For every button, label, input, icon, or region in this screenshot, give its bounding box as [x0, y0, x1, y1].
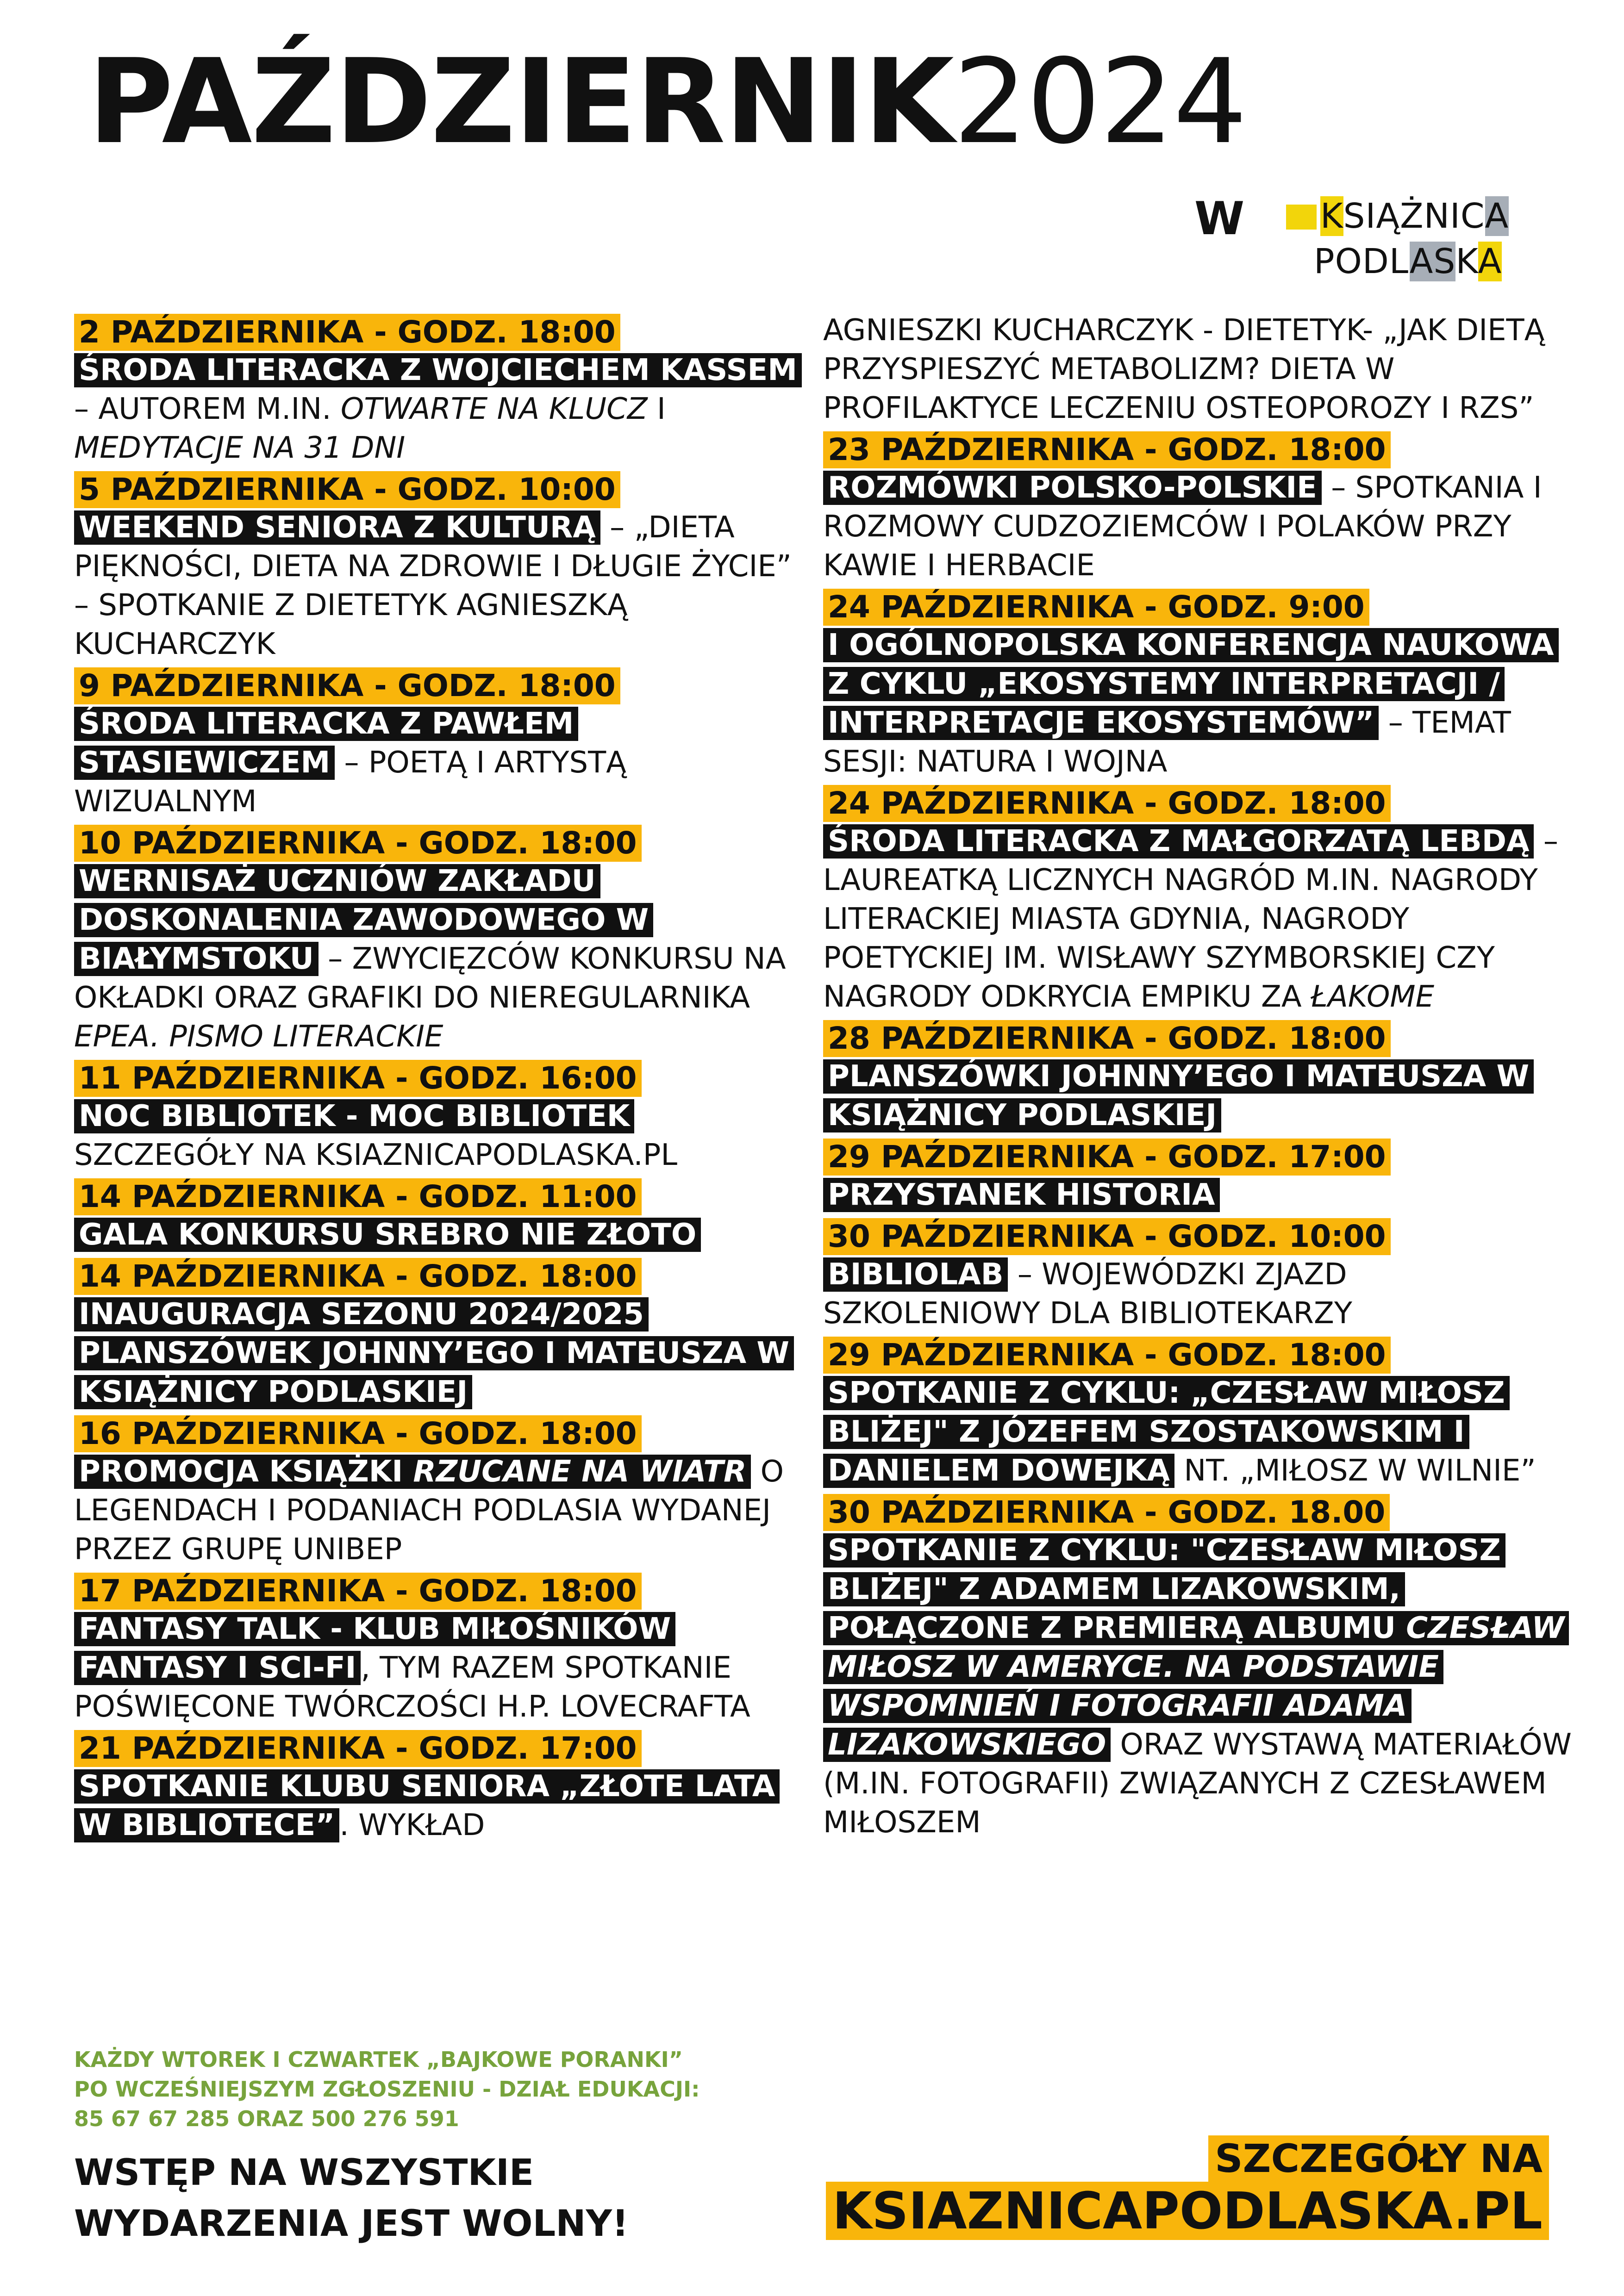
event-date: 9 PAŹDZIERNIKA - GODZ. 18:00: [74, 667, 620, 704]
event-title-text: PROMOCJA KSIĄŻKI: [79, 1455, 413, 1489]
event-date: 14 PAŹDZIERNIKA - GODZ. 18:00: [74, 1258, 642, 1295]
event-title: ŚRODA LITERACKA Z WOJCIECHEM KASSEM: [74, 353, 802, 387]
event-text: – „DIETA PIĘKNOŚCI, DIETA NA ZDROWIE I DŁUGIE ŻYCIE” – SPOTKANIE Z DIETETYK AGNIESZKĄ KUCHARCZYK: [74, 510, 792, 661]
event-date: 10 PAŹDZIERNIKA - GODZ. 18:00: [74, 825, 642, 862]
event-text: O LEGENDACH I PODANIACH PODLASIA WYDANEJ PRZEZ GRUPĘ UNIBEP: [74, 1455, 784, 1567]
event-item: [823, 1218, 1573, 1333]
event-date: 16 PAŹDZIERNIKA - GODZ. 18:00: [74, 1415, 642, 1452]
event-title: PRZYSTANEK HISTORIA: [823, 1178, 1220, 1212]
logo-text: SIĄŻNIC: [1343, 196, 1485, 236]
event-description: [823, 1374, 1573, 1490]
event-description: [74, 704, 815, 821]
event-text: – WOJEWÓDZKI ZJAZD SZKOLENIOWY DLA BIBLIOTEKARZY: [823, 1257, 1352, 1331]
logo-line-1: [1286, 196, 1509, 236]
event-title: FANTASY TALK - KLUB MIŁOŚNIKÓW FANTASY I SCI-FI: [74, 1612, 675, 1685]
event-date: 24 PAŹDZIERNIKA - GODZ. 9:00: [823, 589, 1369, 626]
event-date: 21 PAŹDZIERNIKA - GODZ. 17:00: [74, 1730, 642, 1767]
event-description: [823, 1531, 1573, 1842]
event-text: – SPOTKANIA I ROZMOWY CUDZOZIEMCÓW I POLAKÓW PRZY KAWIE I HERBACIE: [823, 471, 1542, 583]
title-month: PAŹDZIERNIK: [88, 34, 954, 170]
event-date: 30 PAŹDZIERNIKA - GODZ. 10:00: [823, 1218, 1391, 1255]
free-entry-line-1: WSTĘP NA WSZYSTKIE: [74, 2152, 534, 2194]
event-title: ŚRODA LITERACKA Z MAŁGORZATĄ LEBDĄ: [823, 824, 1534, 859]
event-text: – POETĄ I ARTYSTĄ WIZUALNYM: [74, 746, 626, 819]
event-title: WERNISAŻ UCZNIÓW ZAKŁADU DOSKONALENIA ZAWODOWEGO W BIAŁYMSTOKU: [74, 864, 653, 976]
event-title: [74, 1455, 751, 1489]
event-italic-text: EPEA. PISMO LITERACKIE: [74, 1020, 443, 1054]
event-text: – TEMAT SESJI: NATURA I WOJNA: [823, 706, 1511, 779]
event-description: [74, 1767, 815, 1845]
logo-k: K: [1320, 196, 1343, 236]
education-note: [74, 2045, 815, 2134]
event-date: 5 PAŹDZIERNIKA - GODZ. 10:00: [74, 471, 620, 508]
event-item: [823, 589, 1573, 781]
logo-a2: A: [1478, 242, 1502, 281]
event-title-text: SPOTKANIE Z CYKLU: "CZESŁAW MIŁOSZ BLIŻEJ" Z ADAMEM LIZAKOWSKIM, POŁĄCZONE Z PREMIERĄ ALBUMU: [828, 1533, 1501, 1645]
event-item: [74, 471, 815, 664]
event-description: [74, 1215, 815, 1254]
right-column: [823, 314, 1573, 1846]
event-text: SZCZEGÓŁY NA KSIAZNICAPODLASKA.PL: [74, 1138, 677, 1172]
event-description: [823, 1176, 1573, 1214]
event-title: SPOTKANIE Z CYKLU: „CZESŁAW MIŁOSZ BLIŻEJ" Z JÓZEFEM SZOSTAKOWSKIM I DANIELEM DOWEJKĄ: [823, 1376, 1510, 1488]
event-date: 14 PAŹDZIERNIKA - GODZ. 11:00: [74, 1178, 642, 1215]
event-item: [74, 825, 815, 1056]
event-italic-text: MEDYTACJE NA 31 DNI: [74, 431, 406, 465]
event-description: [823, 1057, 1573, 1135]
logo-w: W: [1194, 193, 1245, 245]
event-date: 29 PAŹDZIERNIKA - GODZ. 18:00: [823, 1337, 1391, 1374]
event-title: NOC BIBLIOTEK - MOC BIBLIOTEK: [74, 1099, 634, 1133]
event-text: I: [647, 392, 666, 426]
event-item: [823, 1337, 1573, 1490]
event-date: 23 PAŹDZIERNIKA - GODZ. 18:00: [823, 431, 1391, 468]
event-description: [74, 351, 815, 467]
event-title: SPOTKANIE KLUBU SENIORA „ZŁOTE LATA W BIBLIOTECE”: [74, 1769, 780, 1842]
event-title: I OGÓLNOPOLSKA KONFERENCJA NAUKOWA Z CYKLU „EKOSYSTEMY INTERPRETACJI / INTERPRETACJE EKOSYSTEMÓW”: [823, 628, 1559, 740]
event-date: 30 PAŹDZIERNIKA - GODZ. 18.00: [823, 1494, 1390, 1531]
event-description: [823, 468, 1573, 585]
logo-text-2: PODL: [1314, 242, 1410, 281]
library-logo: [1194, 190, 1546, 292]
free-entry-note: [74, 2147, 815, 2249]
event-title: ŚRODA LITERACKA Z PAWŁEM STASIEWICZEM: [74, 707, 578, 780]
event-date: 11 PAŹDZIERNIKA - GODZ. 16:00: [74, 1060, 642, 1097]
event-item: [74, 667, 815, 821]
event-description: [74, 1452, 815, 1569]
event-title: WEEKEND SENIORA Z KULTURĄ: [74, 510, 600, 545]
website-link[interactable]: KSIAZNICAPODLASKA.PL: [826, 2182, 1549, 2240]
logo-a: A: [1485, 196, 1509, 236]
event-text: – ZWYCIĘZCÓW KONKURSU NA OKŁADKI ORAZ GRAFIKI DO NIEREGULARNIKA: [74, 942, 786, 1015]
title-year: 2024: [953, 34, 1247, 170]
event-description: [823, 1255, 1573, 1333]
event-item: [74, 1730, 815, 1845]
event-text: . WYKŁAD: [339, 1808, 485, 1842]
logo-line-2: [1314, 242, 1502, 281]
details-box: [826, 2135, 1549, 2240]
event-title: ROZMÓWKI POLSKO-POLSKIE: [823, 471, 1322, 505]
event-description: [74, 1097, 815, 1175]
event-date: 17 PAŹDZIERNIKA - GODZ. 18:00: [74, 1573, 642, 1610]
event-item: [74, 1258, 815, 1412]
event-italic-text: ŁAKOME: [1311, 980, 1435, 1014]
event-text: ORAZ WYSTAWĄ MATERIAŁÓW (M.IN. FOTOGRAFII) ZWIĄZANYCH Z CZESŁAWEM MIŁOSZEM: [823, 1728, 1572, 1840]
event-date: 29 PAŹDZIERNIKA - GODZ. 17:00: [823, 1139, 1391, 1176]
event-title: PLANSZÓWKI JOHNNY’EGO I MATEUSZA W KSIĄŻNICY PODLASKIEJ: [823, 1059, 1534, 1132]
note-line-2: PO WCZEŚNIEJSZYM ZGŁOSZENIU - DZIAŁ EDUKACJI:: [74, 2077, 700, 2102]
event-item: [74, 1415, 815, 1569]
event-description: [823, 626, 1573, 781]
event-item: [823, 1020, 1573, 1135]
event-item: [823, 1494, 1573, 1842]
event-title: INAUGURACJA SEZONU 2024/2025 PLANSZÓWEK JOHNNY’EGO I MATEUSZA W KSIĄŻNICY PODLASKIEJ: [74, 1297, 794, 1409]
event-item: [74, 1178, 815, 1254]
event-item: [823, 1139, 1573, 1214]
left-column: [74, 314, 815, 1848]
event-item: [74, 314, 815, 467]
event-text: NT. „MIŁOSZ W WILNIE”: [1174, 1454, 1536, 1488]
event-description: [74, 862, 815, 1056]
event-item: [74, 1060, 815, 1175]
event-italic-text: OTWARTE NA KLUCZ: [340, 392, 648, 426]
event-title: GALA KONKURSU SREBRO NIE ZŁOTO: [74, 1218, 701, 1252]
logo-k2: K: [1455, 242, 1478, 281]
logo-as: AS: [1409, 242, 1456, 281]
event-text: – LAUREATKĄ LICZNYCH NAGRÓD M.IN. NAGRODY LITERACKIEJ MIASTA GDYNIA, NAGRODY POETYCKIEJ IM. WISŁAWY SZYMBORSKIEJ CZY NAGRODY ODKRYCIA EMPIKU ZA: [823, 824, 1558, 1014]
event-description: [823, 822, 1573, 1016]
note-line-1: KAŻDY WTOREK I CZWARTEK „BAJKOWE PORANKI”: [74, 2047, 683, 2072]
event-title: BIBLIOLAB: [823, 1257, 1008, 1292]
event-description: [74, 508, 815, 664]
details-label: SZCZEGÓŁY NA: [1208, 2135, 1549, 2182]
note-phone-numbers: 85 67 67 285 ORAZ 500 276 591: [74, 2106, 459, 2131]
event-item: [823, 785, 1573, 1016]
event-title-italic: CZESŁAW MIŁOSZ W AMERYCE. NA PODSTAWIE WSPOMNIEŃ I FOTOGRAFII ADAMA LIZAKOWSKIEGO: [828, 1611, 1565, 1762]
event-item: [74, 1573, 815, 1726]
event-text: , TYM RAZEM SPOTKANIE POŚWIĘCONE TWÓRCZOŚCI H.P. LOVECRAFTA: [74, 1651, 750, 1724]
event-title-italic: RZUCANE NA WIATR: [413, 1455, 747, 1489]
event-date: 2 PAŹDZIERNIKA - GODZ. 18:00: [74, 314, 620, 351]
free-entry-line-2: WYDARZENIA JEST WOLNY!: [74, 2203, 629, 2245]
event-text: – AUTOREM M.IN.: [74, 392, 341, 426]
event-item: [823, 431, 1573, 585]
event-continuation: AGNIESZKI KUCHARCZYK - DIETETYK- „JAK DIETĄ PRZYSPIESZYĆ METABOLIZM? DIETA W PROFILAKTYCE LECZENIU OSTEOPOROZY I RZS”: [823, 313, 1545, 425]
event-date: 28 PAŹDZIERNIKA - GODZ. 18:00: [823, 1020, 1391, 1057]
logo-bar-icon: [1286, 205, 1317, 230]
event-description: [74, 1610, 815, 1726]
page-title: [88, 34, 1247, 170]
event-date: 24 PAŹDZIERNIKA - GODZ. 18:00: [823, 785, 1391, 822]
event-description: [74, 1295, 815, 1412]
